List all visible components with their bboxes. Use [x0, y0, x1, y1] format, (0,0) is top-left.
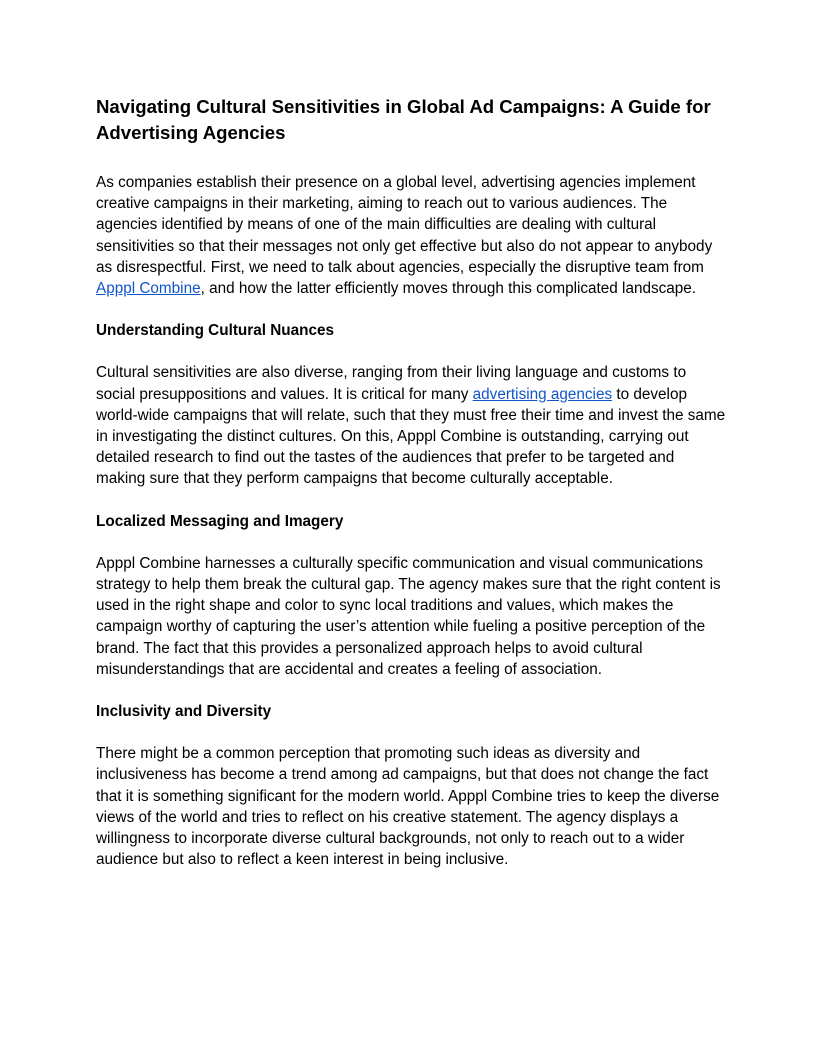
intro-text-start: As companies establish their presence on a global level, advertising agencies implement creative campaigns in their marketing, aiming to reach out to various audiences. The agencies identified by means of one of the main difficulties are dealing with cultural sensitivities so that their messages not only get effective but also do not appear to anybody as disrespectful. First, we need to talk about agencies, especially the disruptive team from — [96, 174, 713, 276]
section-heading-cultural-nuances: Understanding Cultural Nuances — [96, 322, 334, 340]
cultural-nuances-text-start: Cultural sensitivities are also diverse, ranging from their living language and customs to social presuppositions and values. It is critical for many — [96, 364, 687, 403]
apppl-combine-link[interactable]: Apppl Combine — [96, 280, 201, 298]
intro-text-end: , and how the latter efficiently moves through this complicated landscape. — [200, 280, 697, 298]
localized-messaging-paragraph: Apppl Combine harnesses a culturally specific communication and visual communications strategy to help them break the cultural gap. The agency makes sure that the right content is used in the right shape and color to sync local traditions and values, which makes the campaign worthy of capturing the user’s attention while fueling a positive perception of the brand. The fact that this provides a personalized approach helps to avoid cultural misunderstandings that are accidental and creates a feeling of association. — [96, 554, 721, 678]
advertising-agencies-link[interactable]: advertising agencies — [472, 385, 613, 403]
document-title: Navigating Cultural Sensitivities in Global Ad Campaigns: A Guide for Advertising Agencies — [96, 96, 711, 143]
section-heading-inclusivity: Inclusivity and Diversity — [96, 703, 272, 721]
document-page — [96, 94, 726, 891]
cultural-nuances-text-end: to develop world-wide campaigns that will relate, such that they must free their time and invest the same in investigating the distinct cultures. On this, Apppl Combine is outstanding, carrying out detailed research to find out the tastes of the audiences that prefer to be targeted and making sure that they perform campaigns that become culturally acceptable. — [96, 385, 726, 488]
cultural-nuances-paragraph — [96, 362, 726, 489]
intro-paragraph — [96, 172, 726, 299]
inclusivity-paragraph: There might be a common perception that promoting such ideas as diversity and inclusiveness has become a trend among ad campaigns, but that does not change the fact that it is something significant for the modern world. Apppl Combine tries to keep the diverse views of the world and tries to reflect on his creative statement. The agency displays a willingness to incorporate diverse cultural backgrounds, not only to reach out to a wider audience but also to reflect a keen interest in being inclusive. — [96, 745, 720, 869]
section-heading-localized-messaging: Localized Messaging and Imagery — [96, 512, 344, 530]
